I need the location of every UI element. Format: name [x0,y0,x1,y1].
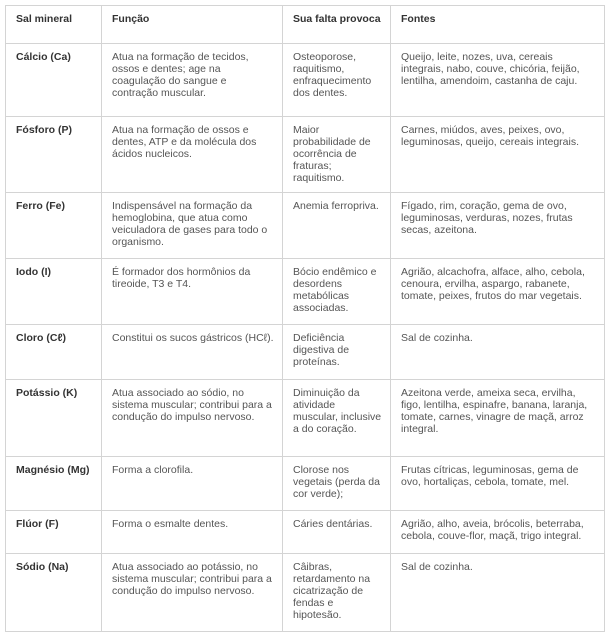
function-cell: Indispensável na formação da hemoglobina, que atua como veiculadora de gases para todo o organismo. [102,193,283,259]
table-row [6,44,605,117]
sources-cell: Fígado, rim, coração, gema de ovo, leguminosas, verduras, nozes, frutas secas, azeitona. [391,193,605,259]
header-sal-mineral: Sal mineral [6,6,102,44]
function-cell: Atua na formação de tecidos, ossos e dentes; age na coagulação do sangue e contração muscular. [102,44,283,117]
table-row [6,259,605,325]
table-row [6,554,605,632]
sources-cell: Frutas cítricas, leguminosas, gema de ovo, hortaliças, cebola, tomate, mel. [391,457,605,511]
function-cell: Atua na formação de ossos e dentes, ATP e da molécula dos ácidos nucleicos. [102,117,283,193]
mineral-name-cell: Potássio (K) [6,380,102,457]
deficiency-cell: Bócio endêmico e desordens metabólicas associadas. [283,259,391,325]
table-row [6,325,605,380]
function-cell: Constitui os sucos gástricos (HCℓ). [102,325,283,380]
deficiency-cell: Maior probabilidade de ocorrência de fraturas; raquitismo. [283,117,391,193]
header-sua-falta-provoca: Sua falta provoca [283,6,391,44]
mineral-name-cell: Cálcio (Ca) [6,44,102,117]
deficiency-cell: Clorose nos vegetais (perda da cor verde); [283,457,391,511]
function-cell: Atua associado ao potássio, no sistema muscular; contribui para a condução do impulso nervoso. [102,554,283,632]
sources-cell: Sal de cozinha. [391,554,605,632]
header-funcao: Função [102,6,283,44]
deficiency-cell: Anemia ferropriva. [283,193,391,259]
table-row [6,511,605,554]
deficiency-cell: Diminuição da atividade muscular, inclusive a do coração. [283,380,391,457]
deficiency-cell: Cáries dentárias. [283,511,391,554]
mineral-name-cell: Ferro (Fe) [6,193,102,259]
mineral-name-cell: Flúor (F) [6,511,102,554]
mineral-name-cell: Cloro (Cℓ) [6,325,102,380]
sources-cell: Sal de cozinha. [391,325,605,380]
function-cell: Forma o esmalte dentes. [102,511,283,554]
sources-cell: Queijo, leite, nozes, uva, cereais integrais, nabo, couve, chicória, feijão, lentilha, amendoim, castanha de caju. [391,44,605,117]
table-row [6,380,605,457]
function-cell: Forma a clorofila. [102,457,283,511]
deficiency-cell: Deficiência digestiva de proteínas. [283,325,391,380]
function-cell: Atua associado ao sódio, no sistema muscular; contribui para a condução do impulso nervoso. [102,380,283,457]
table-row [6,117,605,193]
deficiency-cell: Câibras, retardamento na cicatrização de fendas e hipotesão. [283,554,391,632]
sources-cell: Carnes, miúdos, aves, peixes, ovo, leguminosas, queijo, cereais integrais. [391,117,605,193]
mineral-name-cell: Iodo (I) [6,259,102,325]
sources-cell: Agrião, alho, aveia, brócolis, beterraba, cebola, couve-flor, maçã, trigo integral. [391,511,605,554]
mineral-name-cell: Magnésio (Mg) [6,457,102,511]
minerals-table [5,5,605,632]
header-fontes: Fontes [391,6,605,44]
header-row [6,6,605,44]
mineral-name-cell: Fósforo (P) [6,117,102,193]
sources-cell: Agrião, alcachofra, alface, alho, cebola, cenoura, ervilha, aspargo, rabanete, tomate, peixes, frutos do mar vegetais. [391,259,605,325]
mineral-name-cell: Sódio (Na) [6,554,102,632]
sources-cell: Azeitona verde, ameixa seca, ervilha, figo, lentilha, espinafre, banana, laranja, tomate, carnes, vinagre de maçã, arroz integral. [391,380,605,457]
deficiency-cell: Osteoporose, raquitismo, enfraquecimento dos dentes. [283,44,391,117]
table-row [6,193,605,259]
table-row [6,457,605,511]
function-cell: É formador dos hormônios da tireoide, T3 e T4. [102,259,283,325]
